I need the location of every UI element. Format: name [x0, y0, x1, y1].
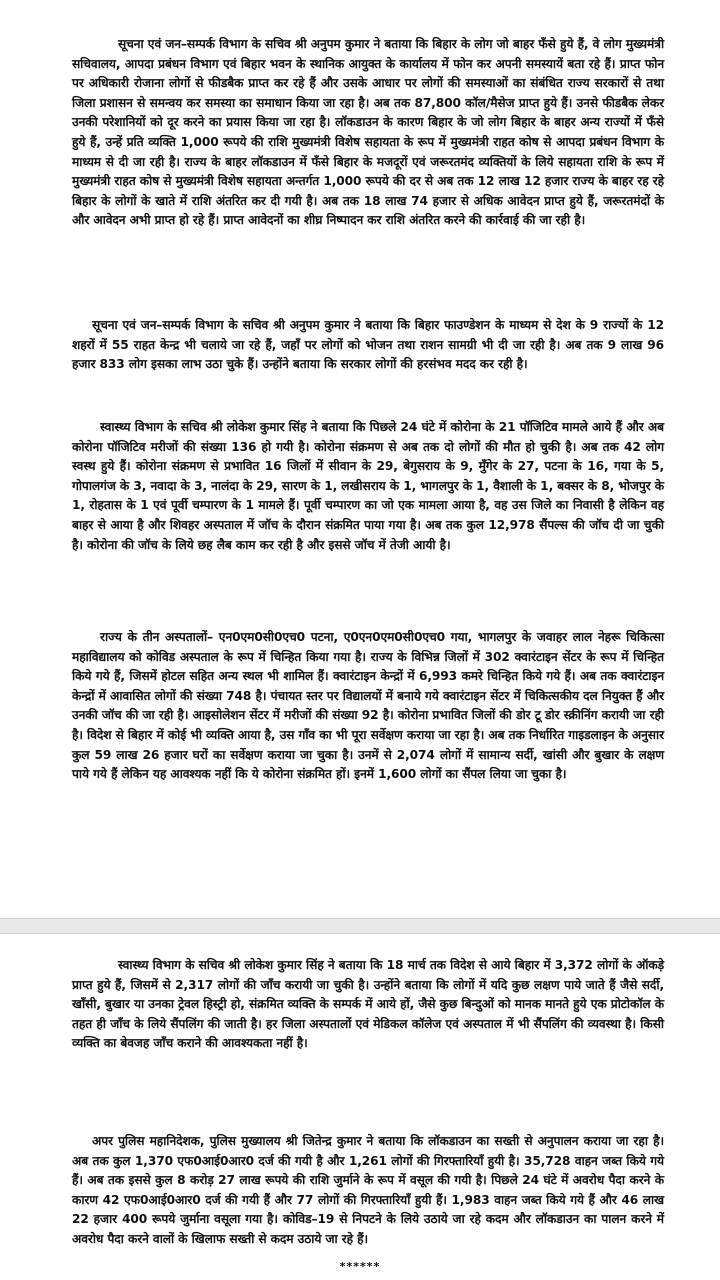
- paragraph-lockdown-enforcement: अपर पुलिस महानिदेशक, पुलिस मुख्यालय श्री जितेन्द्र कुमार ने बताया कि लॉकडाउन का सख्ती से अनुपालन कराया जा रहा है। अब तक कुल 1,370 एफ0आई0आर0 दर्ज की गयी है और 1,261 लोगों की गिरफ्तारियाँ हुयी है। 35,728 वाहन जब्त किये गये हैं। अब तक इससे कुल 8 करोड़ 27 लाख रूपये की राशि जुर्माने के रूप में वसूल की गयी है। पिछले 24 घंटे में अवरोध पैदा करने के कारण 42 एफ0आई0आर0 दर्ज की गयी हैं और 77 लोगों की गिरफ्तारियाँ हुयी हैं। 1,983 वाहन जब्त किये गये हैं और 46 लाख 22 हजार 400 रूपये जुर्माना वसूला गया है। कोविड–19 से निपटने के लिये उठाये जा रहे कदम और लॉकडाउन का पालन करने में अवरोध पैदा करने वालों के खिलाफ सख्ती से कदम उठाये जा रहे हैं।: [72, 1134, 664, 1246]
- document-page-bottom: [0, 940, 720, 1280]
- paragraph-foreign-travellers-testing: स्वास्थ्य विभाग के सचिव श्री लोकेश कुमार सिंह ने बताया कि 18 मार्च तक विदेश से आये बिहार में 3,372 लोगों के ऑकड़े प्राप्त हुये हैं, जिसमें से 2,317 लोगों की जाँच करायी जा चुकी है। उन्होंने बताया कि लोगों में यदि कुछ लक्षण पाये जाते हैं जैसे सर्दी, खाँसी, बुखार या उनका ट्रेवल हिस्ट्री हो, संक्रमित व्यक्ति के सम्पर्क में आये हों, जैसे कुछ बिन्दुओं को मानक मानते हुये एक प्रोटोकॉल के तहत ही जाँच के लिये सैंपलिंग की जाती है। हर जिला अस्पतालों एवं मेडिकल कॉलेज एवं अस्पताल में भी सैंपलिंग की व्यवस्था है। किसी व्यक्ति का बेवजह जाँच कराने की आवश्यकता नहीं है।: [72, 958, 664, 1051]
- paragraph-relief-centers: सूचना एवं जन–सम्पर्क विभाग के सचिव श्री अनुपम कुमार ने बताया कि बिहार फाउण्डेशन के माध्यम से देश के 9 राज्यों के 12 शहरों में 55 राहत केन्द्र भी चलाये जा रहे हैं, जहाँ पर लोगों को भोजन तथा राशन सामग्री भी दी जा रही है। अब तक 9 लाख 96 हजार 833 लोग इसका लाभ उठा चुके हैं। उन्होंने बताया कि सरकार लोगों की हरसंभव मदद कर रही है।: [72, 318, 664, 372]
- page-separator: [0, 918, 720, 934]
- paragraph-covid-cases: स्वास्थ्य विभाग के सचिव श्री लोकेश कुमार सिंह ने बताया कि पिछले 24 घंटे में कोरोना के 21 पॉजिटिव मामले आये हैं और अब कोरोना पॉजिटिव मरीजों की संख्या 136 हो गयी है। कोरोना संक्रमण से अब तक दो लोगों की मौत हो चुकी है। अब तक 42 लोग स्वस्थ हुये हैं। कोरोना संक्रमण से प्रभावित 16 जिलों में सीवान के 29, बेगुसराय के 9, मुँगेर के 27, पटना के 16, गया के 5, गोपालगंज के 3, नवादा के 3, नालंदा के 29, सारण के 1, लखीसराय के 1, भागलपुर के 1, वैशाली के 1, बक्सर के 8, भोजपुर के 1, रोहतास के 1 एवं पूर्वी चम्पारण के 1 मामले हैं। पूर्वी चम्पारण का जो एक मामला आया है, वह उस जिले का निवासी है लेकिन वह बाहर से आया है और शिवहर अस्पताल में जॉच के दौरान संक्रमित पाया गया है। अब तक कुल 12,978 सैंपल्स की जॉच दी जा चुकी है। कोरोना की जॉच के लिये छह लैब काम कर रही है और इससे जॉच में तेजी आयी है।: [72, 420, 664, 552]
- end-of-document-mark: ******: [339, 1260, 381, 1273]
- paragraph-helpline-assistance: सूचना एवं जन–सम्पर्क विभाग के सचिव श्री अनुपम कुमार ने बताया कि बिहार के लोग जो बाहर फँसे हुये हैं, वे लोग मुख्यमंत्री सचिवालय, आपदा प्रबंधन विभाग एवं बिहार भवन के स्थानिक आयुक्त के कार्यालय में फोन कर अपनी समस्यायें बता रहे हैं। प्राप्त फोन पर अधिकारी रोजाना लोगों से फीडबैक प्राप्त कर रहे हैं और उसके आधार पर लोगों की समस्याओं का संबंधित राज्य सरकारों से तथा जिला प्रशासन से समन्वय कर समस्या का समाधान किया जा रहा है। अब तक 87,800 कॉल/मैसेज प्राप्त हुये हैं। उनसे फीडबैक लेकर उनकी परेशानियों को दूर करने का प्रयास किया जा रहा है। लॉकडाउन के कारण बिहार के जो लोग बिहार के बाहर अन्य राज्यों में फँसे हुये हैं, उन्हें प्रति व्यक्ति 1,000 रूपये की राशि मुख्यमंत्री विशेष सहायता के रूप में मुख्यमंत्री राहत कोष से आपदा प्रबंधन विभाग के माध्यम से दी जा रही है। राज्य के बाहर लॉकडाउन में फँसे बिहार के मजदूरों एवं जरूरतमंद व्यक्तियों के लिये सहायता राशि के रूप में मुख्यमंत्री राहत कोष से मुख्यमंत्री विशेष सहायता अन्तर्गत 1,000 रूपये की दर से अब तक 12 लाख 12 हजार राज्य के बाहर रह रहे बिहार के लोगों के खाते में राशि अंतरित कर दी गयी है। अब तक 18 लाख 74 हजार से अधिक आवेदन प्राप्त हुये हैं, जरूरतमंदों के और आवेदन अभी प्राप्त हो रहे हैं। प्राप्त आवेदनों का शीघ्र निष्पादन कर राशि अंतरित करने की कार्रवाई की जा रही है।: [72, 37, 664, 228]
- paragraph-quarantine-facilities: राज्य के तीन अस्पतालों– एन0एम0सी0एच0 पटना, ए0एन0एम0सी0एच0 गया, भागलपुर के जवाहर लाल नेहरू चिकित्सा महाविद्यालय को कोविड अस्पताल के रूप में चिन्हित किया गया है। राज्य के विभिन्न जिलों में 302 क्वारंटाइन सेंटर के रूप में चिन्हित किये गये हैं, जिसमें होटल सहित अन्य स्थल भी शामिल हैं। क्वारंटाइन केन्द्रों में 6,993 कमरे चिन्हित किये गये हैं। अब तक क्वारंटाइन केन्द्रों में आवासित लोगों की संख्या 748 है। पंचायत स्तर पर विद्यालयों में बनाये गये क्वारंटाइन सेंटर में चिकित्सकीय दल नियुक्त हैं और उनकी जॉच की जा रही है। आइसोलेशन सेंटर में मरीजों की संख्या 92 है। कोरोना प्रभावित जिलों की डोर टू डोर स्क्रीनिंग करायी जा रही है। विदेश से बिहार में कोई भी व्यक्ति आया है, उस गाँव का भी पूरा सर्वेक्षण कराया जा रहा है। अब तक निर्धारित गाइडलाइन के अनुसार कुल 59 लाख 26 हजार घरों का सर्वेक्षण कराया जा चुका है। उनमें से 2,074 लोगों में सामान्य सर्दी, खांसी और बुखार के लक्षण पाये गये हैं लेकिन यह आवश्यक नहीं कि ये कोरोना संक्रमित हों। इनमें 1,600 लोगों का सैंपल लिया जा चुका है।: [72, 630, 665, 782]
